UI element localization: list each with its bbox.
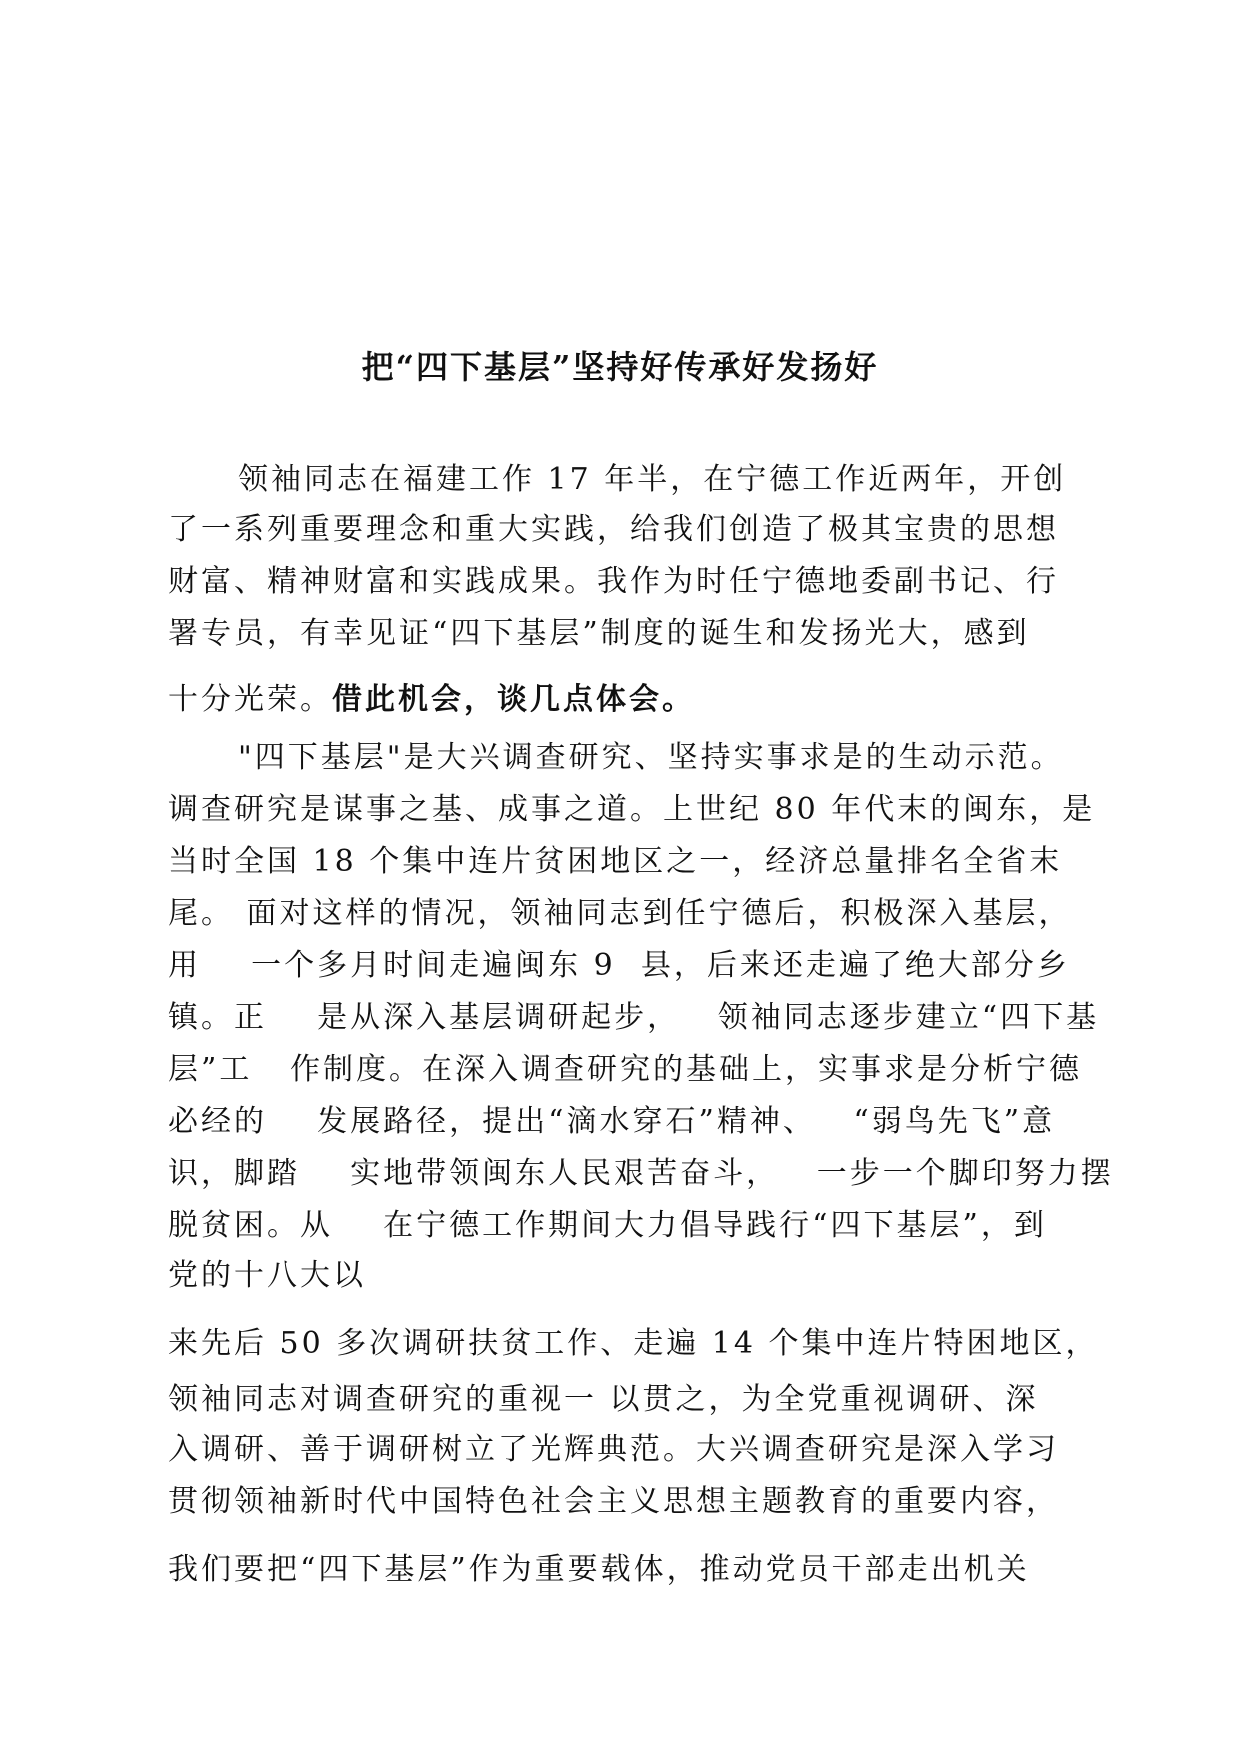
paragraph-line: 我们要把“四下基层”作为重要载体，推动党员干部走出机关 [168, 1552, 1030, 1587]
paragraph-line: 财富、精神财富和实践成果。我作为时任宁德地委副书记、行 [168, 564, 1059, 599]
paragraph-line: 识，脚踏 实地带领闽东人民艰苦奋斗， 一步一个脚印努力摆 [168, 1156, 1114, 1191]
paragraph-line: 来先后 50 多次调研扶贫工作、走遍 14 个集中连片特困地区， [168, 1326, 1099, 1361]
paragraph-line: 领袖同志对调查研究的重视一 以贯之，为全党重视调研、深 [168, 1382, 1039, 1417]
emphasis-text: 借此机会，谈几点体会。 [332, 682, 695, 717]
paragraph-line: 尾。 面对这样的情况，领袖同志到任宁德后，积极深入基层， [168, 896, 1072, 931]
paragraph-line: 了一系列重要理念和重大实践，给我们创造了极其宝贵的思想 [168, 512, 1059, 547]
paragraph-line: 镇。正 是从深入基层调研起步， 领袖同志逐步建立“四下基 [168, 1000, 1100, 1035]
paragraph-line: 脱贫困。从 在宁德工作期间大力倡导践行“四下基层”，到 [168, 1208, 1047, 1243]
paragraph-line: "四下基层"是大兴调查研究、坚持实事求是的生动示范。 [238, 740, 1064, 775]
paragraph-line: 十分光荣。 [168, 682, 333, 717]
paragraph-line: 必经的 发展路径，提出“滴水穿石”精神、 “弱鸟先飞”意 [168, 1104, 1056, 1139]
paragraph-line: 当时全国 18 个集中连片贫困地区之一，经济总量排名全省末 [168, 844, 1063, 879]
document-title: 把“四下基层”坚持好传承好发扬好 [361, 348, 879, 386]
paragraph-line: 用 一个多月时间走遍闽东 9 县，后来还走遍了绝大部分乡 [168, 948, 1070, 983]
paragraph-line: 党的十八大以 [168, 1258, 366, 1293]
paragraph-line: 入调研、善于调研树立了光辉典范。大兴调查研究是深入学习 [168, 1432, 1059, 1467]
paragraph-line: 贯彻领袖新时代中国特色社会主义思想主题教育的重要内容， [168, 1484, 1059, 1519]
paragraph-line: 层”工 作制度。在深入调查研究的基础上，实事求是分析宁德 [168, 1052, 1082, 1087]
paragraph-line: 调查研究是谋事之基、成事之道。上世纪 80 年代末的闽东，是 [168, 792, 1096, 827]
paragraph-line: 署专员，有幸见证“四下基层”制度的诞生和发扬光大，感到 [168, 616, 1030, 651]
paragraph-line: 领袖同志在福建工作 17 年半，在宁德工作近两年，开创 [238, 462, 1067, 497]
